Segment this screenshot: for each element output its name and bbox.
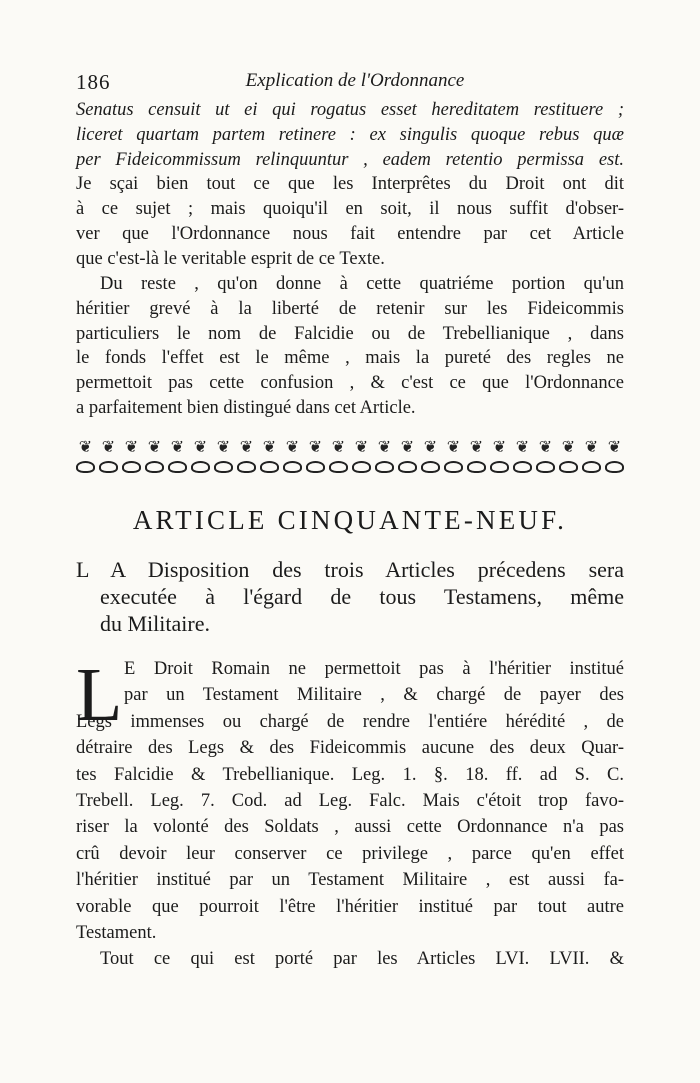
fleuron-scroll-icon <box>582 461 601 473</box>
fleuron-scroll-icon <box>76 461 95 473</box>
article-summary <box>76 556 624 637</box>
fleuron-top-icon: ❦ <box>124 439 139 456</box>
text-line: détraire des Legs & des Fideicommis aucune des deux Quar- <box>76 738 624 759</box>
text-line: particuliers le nom de Falcidie ou de Trebellianique , dans <box>76 323 624 344</box>
text-line: tes Falcidie & Trebellianique. Leg. 1. §. 18. ff. ad S. C. <box>76 764 624 785</box>
fleuron-icon <box>99 441 118 477</box>
text-line: permettoit pas cette confusion , & c'est ce que l'Ordonnance <box>76 373 624 394</box>
fleuron-top-icon: ❦ <box>377 439 392 456</box>
fleuron-icon <box>513 441 532 477</box>
text-line: ver que l'Ordonnance nous fait entendre par cet Article <box>76 223 624 244</box>
fleuron-scroll-icon <box>513 461 532 473</box>
fleuron-scroll-icon <box>467 461 486 473</box>
fleuron-scroll-icon <box>306 461 325 473</box>
fleuron-top-icon: ❦ <box>354 439 369 456</box>
fleuron-icon <box>536 441 555 477</box>
text-line: liceret quartam partem retinere : ex singulis quoque rebus quæ <box>76 124 624 145</box>
second-paragraph <box>76 272 624 421</box>
fleuron-icon <box>122 441 141 477</box>
fleuron-icon <box>237 441 256 477</box>
fleuron-icon <box>559 441 578 477</box>
fleuron-scroll-icon <box>191 461 210 473</box>
fleuron-scroll-icon <box>122 461 141 473</box>
fleuron-scroll-icon <box>444 461 463 473</box>
fleuron-top-icon: ❦ <box>469 439 484 456</box>
fleuron-top-icon: ❦ <box>101 439 116 456</box>
fleuron-scroll-icon <box>375 461 394 473</box>
fleuron-scroll-icon <box>260 461 279 473</box>
fleuron-scroll-icon <box>421 461 440 473</box>
fleuron-top-icon: ❦ <box>584 439 599 456</box>
fleuron-icon <box>444 441 463 477</box>
fleuron-top-icon: ❦ <box>216 439 231 456</box>
text-line: E Droit Romain ne permettoit pas à l'héritier institué <box>124 659 624 679</box>
text-line: Je sçai bien tout ce que les Interprêtes du Droit ont dit <box>76 174 624 195</box>
page-header <box>0 70 700 92</box>
article-heading: ARTICLE CINQUANTE-NEUF. <box>132 505 568 535</box>
fleuron-top-icon: ❦ <box>423 439 438 456</box>
fleuron-scroll-icon <box>536 461 555 473</box>
text-line: par un Testament Militaire , & chargé de payer des <box>124 685 624 706</box>
fleuron-scroll-icon <box>99 461 118 473</box>
fleuron-icon <box>145 441 164 477</box>
fleuron-top-icon: ❦ <box>538 439 553 456</box>
fleuron-scroll-icon <box>237 461 256 473</box>
text-line: héritier grevé à la liberté de retenir sur les Fideicommis <box>76 298 624 319</box>
fleuron-icon <box>306 441 325 477</box>
fleuron-icon <box>605 441 624 477</box>
fleuron-scroll-icon <box>214 461 233 473</box>
fleuron-icon <box>283 441 302 477</box>
fleuron-top-icon: ❦ <box>400 439 415 456</box>
summary-line: du Militaire. <box>100 611 210 636</box>
text-line: riser la volonté des Soldats , aussi cette Ordonnance n'a pas <box>76 817 624 838</box>
fleuron-scroll-icon <box>168 461 187 473</box>
fleuron-top-icon: ❦ <box>561 439 576 456</box>
fleuron-scroll-icon <box>490 461 509 473</box>
fleuron-icon <box>421 441 440 477</box>
text-line: à ce sujet ; mais quoiqu'il en soit, il nous suffit d'obser- <box>76 199 624 220</box>
text-line: Legs immenses ou chargé de rendre l'entiére hérédité , de <box>76 711 624 732</box>
fleuron-icon <box>490 441 509 477</box>
fleuron-icon <box>398 441 417 477</box>
fleuron-scroll-icon <box>329 461 348 473</box>
fleuron-top-icon: ❦ <box>492 439 507 456</box>
text-line: Trebell. Leg. 7. Cod. ad Leg. Falc. Mais c'étoit trop favo- <box>76 790 624 811</box>
text-line: a parfaitement bien distingué dans cet Article. <box>76 397 416 418</box>
fleuron-icon <box>582 441 601 477</box>
text-line: que c'est-là le veritable esprit de ce Texte. <box>76 248 385 269</box>
fleuron-scroll-icon <box>283 461 302 473</box>
running-title: Explication de l'Ordonnance <box>245 70 465 91</box>
text-line: le fonds l'effet est le même , mais la pureté des regles ne <box>76 348 624 369</box>
fleuron-icon <box>168 441 187 477</box>
fleuron-scroll-icon <box>352 461 371 473</box>
fleuron-icon <box>76 441 95 477</box>
fleuron-scroll-icon <box>559 461 578 473</box>
fleuron-icon <box>260 441 279 477</box>
text-line: Tout ce qui est porté par les Articles LVI. LVII. & <box>100 949 624 970</box>
text-line: Senatus censuit ut ei qui rogatus esset hereditatem restituere ; <box>76 100 624 120</box>
fleuron-top-icon: ❦ <box>147 439 162 456</box>
fleuron-top-icon: ❦ <box>193 439 208 456</box>
fleuron-top-icon: ❦ <box>285 439 300 456</box>
page-number: 186 <box>76 70 111 94</box>
text-line: crû devoir leur conserver ce privilege , parce qu'en effet <box>76 843 624 864</box>
text-line: Testament. <box>76 922 157 943</box>
fleuron-top-icon: ❦ <box>170 439 185 456</box>
text-line: Du reste , qu'on donne à cette quatriéme portion qu'un <box>100 274 624 294</box>
summary-line: L A Disposition des trois Articles précedens sera <box>76 557 624 582</box>
fleuron-scroll-icon <box>398 461 417 473</box>
fleuron-top-icon: ❦ <box>331 439 346 456</box>
drop-cap: L <box>76 653 123 737</box>
fleuron-top-icon: ❦ <box>446 439 461 456</box>
fleuron-scroll-icon <box>145 461 164 473</box>
fleuron-border-icon <box>76 438 624 480</box>
fleuron-top-icon: ❦ <box>308 439 323 456</box>
fleuron-top-icon: ❦ <box>262 439 277 456</box>
fleuron-icon <box>191 441 210 477</box>
fleuron-top-icon: ❦ <box>78 439 93 456</box>
commentary-paragraph <box>76 653 624 973</box>
summary-line: executée à l'égard de tous Testamens, même <box>100 584 624 609</box>
text-line: vorable que pourroit l'être l'héritier institué par tout autre <box>76 896 624 917</box>
fleuron-icon <box>329 441 348 477</box>
fleuron-icon <box>467 441 486 477</box>
text-line: l'héritier institué par un Testament Militaire , est aussi fa- <box>76 870 624 891</box>
fleuron-scroll-icon <box>605 461 624 473</box>
fleuron-icon <box>214 441 233 477</box>
fleuron-icon <box>352 441 371 477</box>
fleuron-top-icon: ❦ <box>239 439 254 456</box>
fleuron-top-icon: ❦ <box>607 439 622 456</box>
fleuron-top-icon: ❦ <box>515 439 530 456</box>
latin-quotation-paragraph <box>76 98 624 272</box>
text-line: per Fideicommissum relinquuntur , eadem retentio permissa est. <box>76 149 624 170</box>
fleuron-icon <box>375 441 394 477</box>
